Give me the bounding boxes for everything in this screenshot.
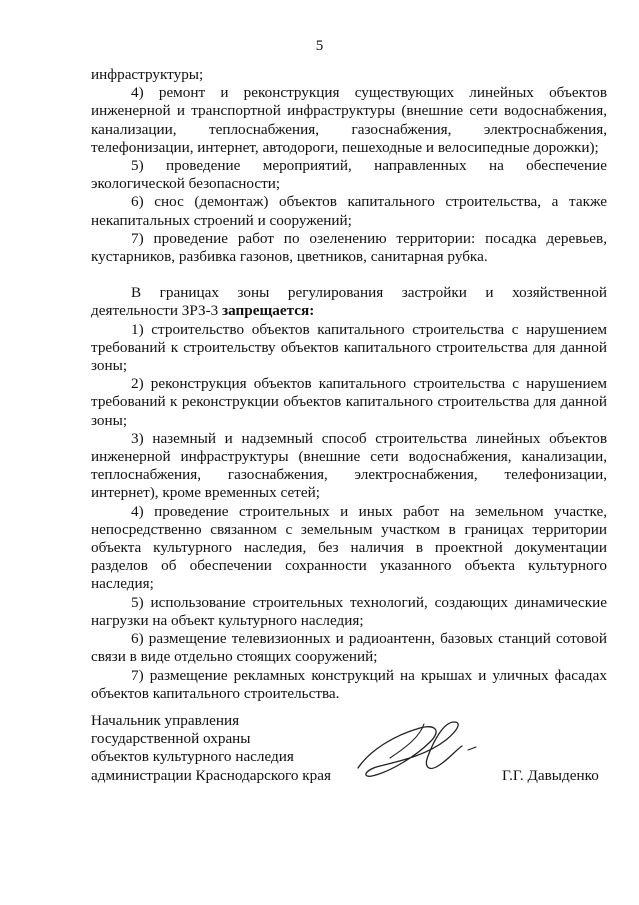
list-item-continuation: инфраструктуры;	[91, 66, 204, 83]
list-item: 6) снос (демонтаж) объектов капитального строительства, а также некапитальных строений и сооружений;	[91, 193, 607, 229]
list-item: 4) ремонт и реконструкция существующих линейных объектов инженерной и транспортной инфраструктуры (внешние сети водоснабжения, канализации, теплоснабжения, газоснабжения, электроснабжения, телефонизации, интернет, автодороги, пешеходные и велосипедные дорожки);	[91, 84, 607, 156]
handwritten-signature	[350, 710, 490, 790]
page-number: 5	[315, 38, 324, 54]
list-item: 5) проведение мероприятий, направленных на обеспечение экологической безопасности;	[91, 157, 607, 193]
prohibited-item: 3) наземный и надземный способ строительства линейных объектов инженерной инфраструктуры (внешние сети водоснабжения, канализации, теплоснабжения, газоснабжения, электроснабжения, телефонизации, интернет), кроме временных сетей;	[91, 429, 607, 502]
prohibited-item: 6) размещение телевизионных и радиоантенн, базовых станций сотовой связи в виде отдельно стоящих сооружений;	[91, 630, 607, 666]
prohibited-item: 1) строительство объектов капитального строительства с нарушением требований к строительству объектов капитального строительства для данной зоны;	[91, 320, 607, 375]
prohibited-item: 4) проведение строительных и иных работ на земельном участке, непосредственно связанном с земельным участком в границах территории объекта культурного наследия, без наличия в проектной документации разделов об обеспечении сохранности указанного объекта культурного наследия;	[91, 502, 607, 593]
intro-text: В границах зоны регулирования застройки и хозяйственной деятельности ЗРЗ-3	[91, 284, 607, 320]
document-body	[91, 66, 607, 703]
prohibited-item: 7) размещение рекламных конструкций на крышах и уличных фасадах объектов капитального строительства.	[91, 666, 607, 702]
intro-bold-verb: запрещается:	[222, 302, 315, 320]
position-line: объектов культурного наследия	[91, 748, 294, 766]
prohibited-item: 2) реконструкция объектов капитального строительства с нарушением требований к реконструкции объектов капитального строительства для данной зоны;	[91, 375, 607, 429]
position-line: государственной охраны	[91, 730, 251, 748]
prohibition-intro	[91, 284, 607, 320]
position-line: администрации Краснодарского края	[91, 766, 331, 784]
paragraph-spacer	[91, 266, 607, 284]
prohibited-item: 5) использование строительных технологий, создающих динамические нагрузки на объект культурного наследия;	[91, 593, 607, 629]
list-item: 7) проведение работ по озеленению территории: посадка деревьев, кустарников, разбивка газонов, цветников, санитарная рубка.	[91, 229, 607, 266]
position-line: Начальник управления	[91, 712, 240, 729]
signatory-position	[91, 712, 331, 785]
signatory-name: Г.Г. Давыденко	[502, 767, 599, 784]
